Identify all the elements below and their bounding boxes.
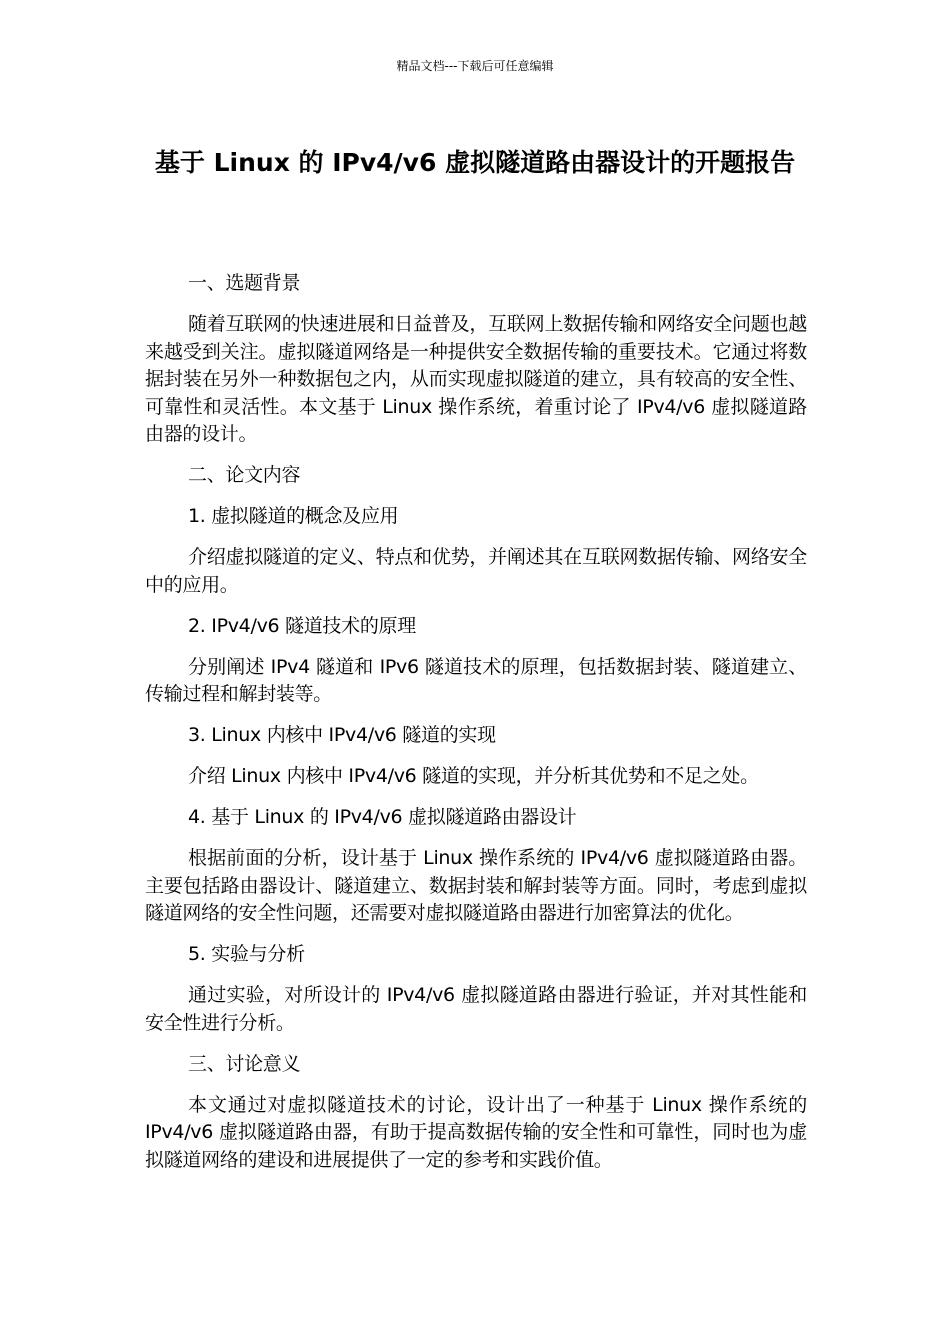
paragraph-background: 随着互联网的快速进展和日益普及，互联网上数据传输和网络安全问题也越来越受到关注。虚拟隧道网络是一种提供安全数据传输的重要技术。它通过将数据封装在另外一种数据包之内，从而实现虚拟隧道的建立，具有较高的安全性、可靠性和灵活性。本文基于 Linux 操作系统，着重讨论了 IPv4/v6 虚拟隧道路由器的设计。 — [145, 313, 807, 445]
subheading-3: 3. Linux 内核中 IPv4/v6 隧道的实现 — [188, 724, 496, 746]
document-title: 基于 Linux 的 IPv4/v6 虚拟隧道路由器设计的开题报告 — [154, 148, 796, 177]
subheading-1: 1. 虚拟隧道的概念及应用 — [188, 505, 399, 527]
header-note: 精品文档---下载后可任意编辑 — [396, 59, 554, 73]
subheading-5: 5. 实验与分析 — [188, 943, 305, 965]
section-heading-content: 二、论文内容 — [188, 464, 301, 486]
section-heading-background: 一、选题背景 — [188, 272, 301, 294]
paragraph-5: 通过实验，对所设计的 IPv4/v6 虚拟隧道路由器进行验证，并对其性能和安全性进行分析。 — [145, 984, 807, 1034]
paragraph-3: 介绍 Linux 内核中 IPv4/v6 隧道的实现，并分析其优势和不足之处。 — [188, 765, 759, 787]
document-body — [145, 270, 807, 1188]
subheading-4: 4. 基于 Linux 的 IPv4/v6 虚拟隧道路由器设计 — [188, 806, 577, 828]
paragraph-2: 分别阐述 IPv4 隧道和 IPv6 隧道技术的原理，包括数据封装、隧道建立、传输过程和解封装等。 — [145, 655, 807, 705]
paragraph-significance: 本文通过对虚拟隧道技术的讨论，设计出了一种基于 Linux 操作系统的 IPv4/v6 虚拟隧道路由器，有助于提高数据传输的安全性和可靠性，同时也为虚拟隧道网络的建设和进展提供了一定的参考和实践价值。 — [145, 1093, 807, 1171]
paragraph-4: 根据前面的分析，设计基于 Linux 操作系统的 IPv4/v6 虚拟隧道路由器。主要包括路由器设计、隧道建立、数据封装和解封装等方面。同时，考虑到虚拟隧道网络的安全性问题，还需要对虚拟隧道路由器进行加密算法的优化。 — [145, 847, 807, 924]
paragraph-1: 介绍虚拟隧道的定义、特点和优势，并阐述其在互联网数据传输、网络安全中的应用。 — [145, 546, 807, 596]
section-heading-significance: 三、讨论意义 — [188, 1052, 301, 1075]
subheading-2: 2. IPv4/v6 隧道技术的原理 — [188, 614, 416, 637]
